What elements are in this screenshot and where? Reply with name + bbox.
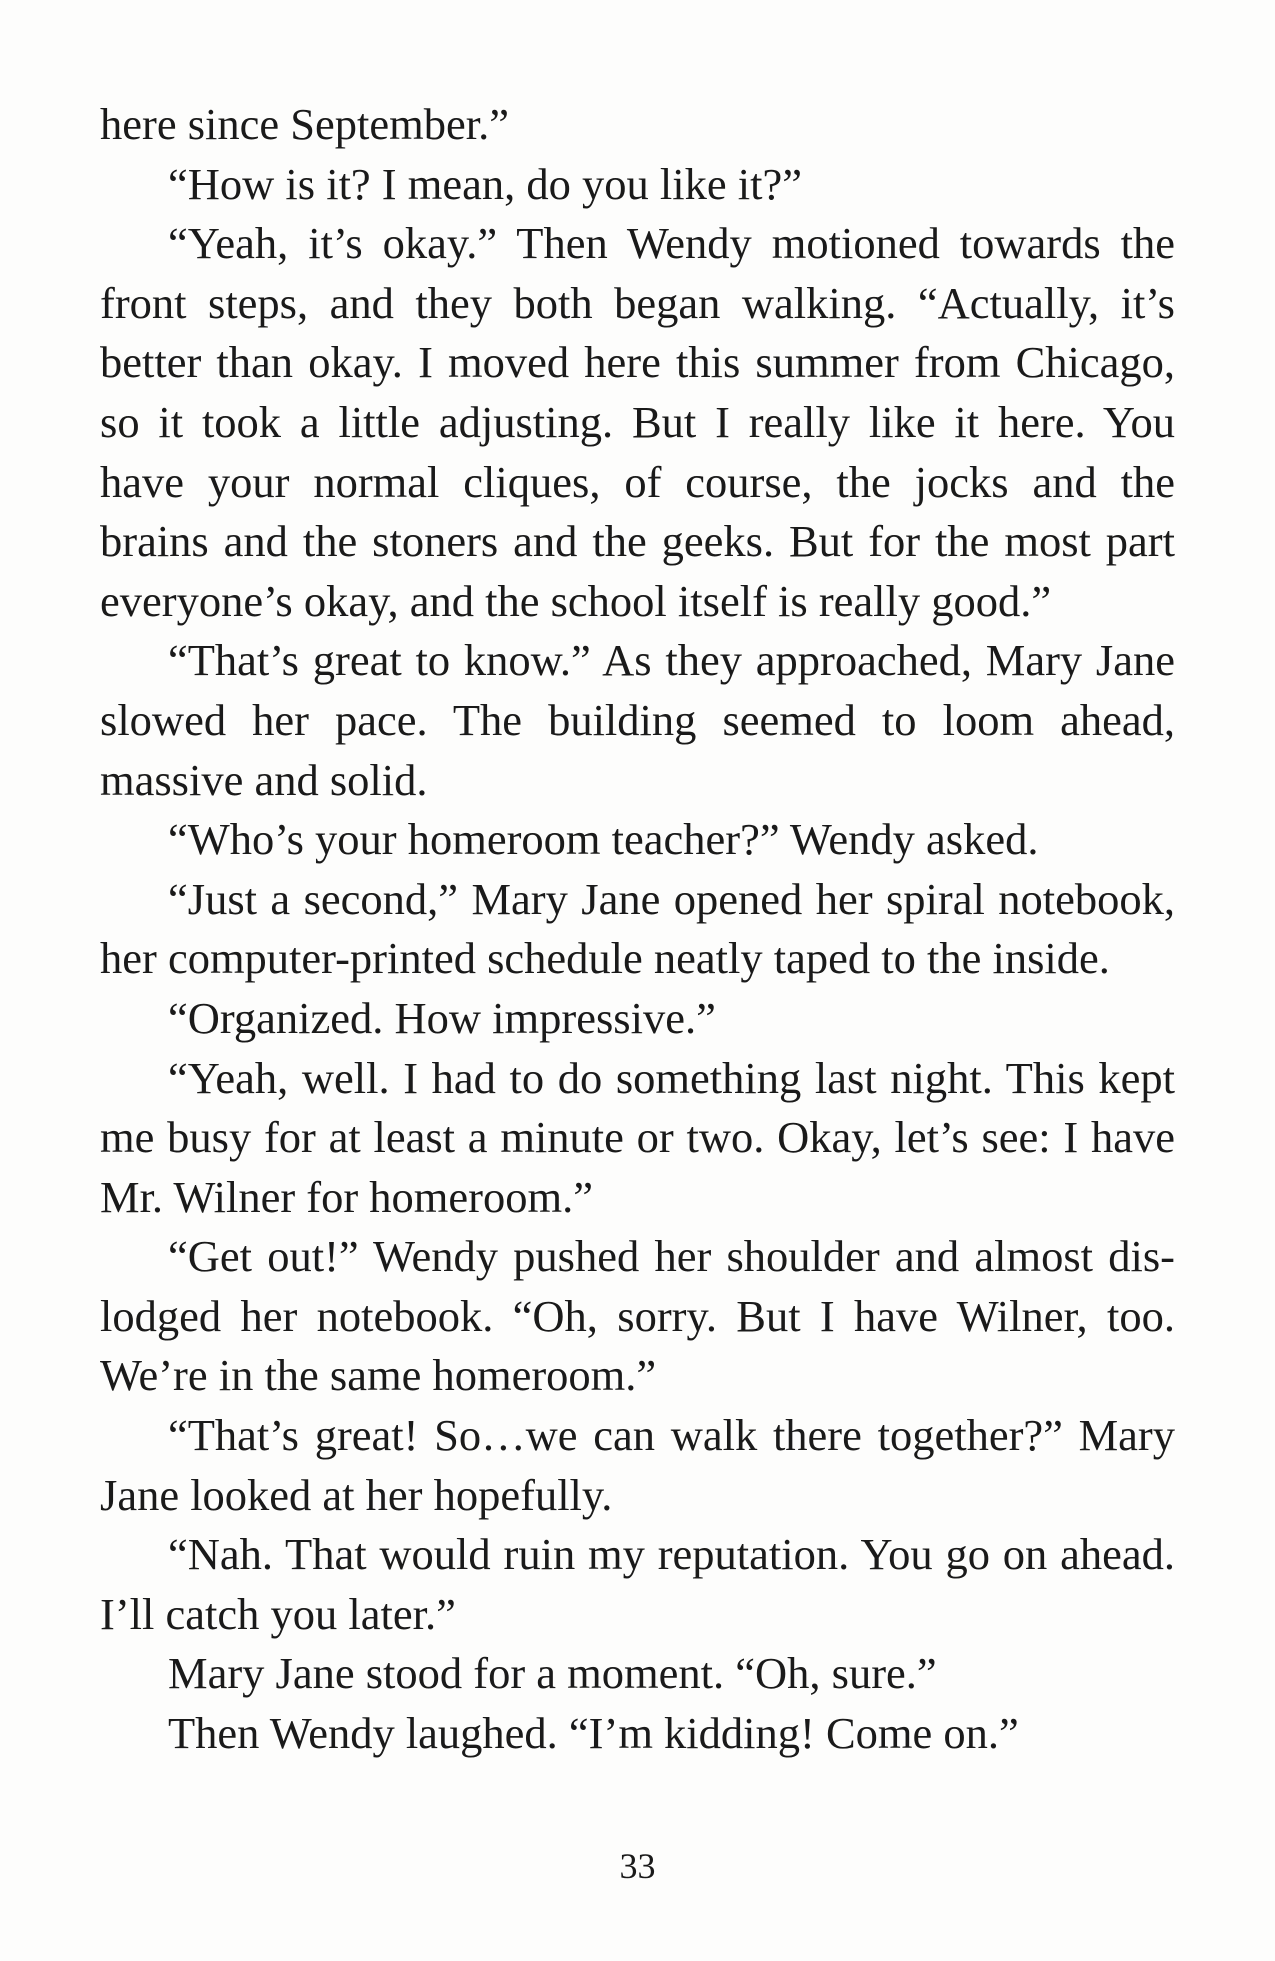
body-text [100,95,1175,1764]
paragraph: “Who’s your homeroom teacher?” Wendy asked. [168,814,1039,865]
paragraph: “Yeah, it’s okay.” Then Wendy motioned towards the front steps, and they both began walking. “Actually, it’s better than okay. I moved here this summer from Chicago, so it took a little adjusting. But I really like it here. You have your normal cliques, of course, the jocks and the brains and the stoners and the geeks. But for the most part everyone’s okay, and the school itself is really good.” [100,218,1175,626]
paragraph: “How is it? I mean, do you like it?” [168,158,802,209]
page-number: 33 [619,1846,656,1886]
paragraph: “Nah. That would ruin my reputation. You go on ahead. I’ll catch you later.” [100,1529,1175,1639]
paragraph: Then Wendy laughed. “I’m kidding! Come on.” [168,1708,1019,1759]
paragraph-continuation: here since September.” [100,99,509,149]
paragraph: “Get out!” Wendy pushed her shoulder and almost dis-lodged her notebook. “Oh, sorry. But I have Wilner, too. We’re in the same homeroom.” [100,1231,1175,1401]
paragraph: Mary Jane stood for a moment. “Oh, sure.” [168,1648,937,1699]
paragraph: “Just a second,” Mary Jane opened her spiral notebook, her computer-printed schedule neatly taped to the inside. [100,873,1175,984]
paragraph: “That’s great to know.” As they approached, Mary Jane slowed her pace. The building seemed to loom ahead, massive and solid. [100,635,1175,805]
paragraph: “Yeah, well. I had to do something last night. This kept me busy for at least a minute or two. Okay, let’s see: I have Mr. Wilner for homeroom.” [100,1052,1175,1222]
paragraph: “Organized. How impressive.” [168,992,716,1043]
paragraph: “That’s great! So…we can walk there together?” Mary Jane looked at her hopefully. [100,1410,1175,1520]
